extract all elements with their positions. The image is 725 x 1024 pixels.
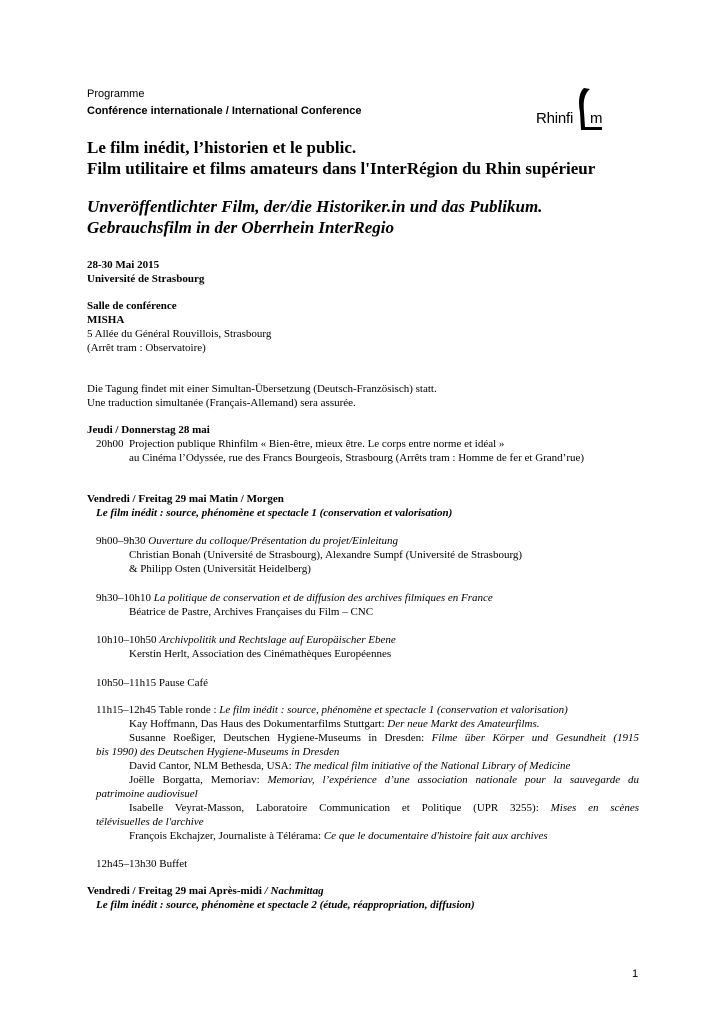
session3-speaker: Kerstin Herlt, Association des Cinémathèques Européennes [129,648,392,660]
afternoon-heading-main: Vendredi / Freitag 29 mai Après-midi [87,885,265,897]
buffet: 12h45–13h30 Buffet [96,858,188,870]
session1-time: 9h00–9h30 [96,535,146,547]
panelist-2-title: Filme über Körper und Gesundheit (1915 [431,732,639,744]
coffee-break: 10h50–11h15 Pause Café [96,677,209,689]
panelist-4-title: Memoriav, l’expérience d’une association nationale pour la sauvegarde du [267,774,639,786]
session3-title: Archivpolitik und Rechtslage auf Europäischer Ebene [159,634,396,646]
logo-text: Rhinfi [536,110,574,127]
panelist-2 [129,732,639,744]
panelist-4-title-cont: patrimoine audiovisuel [96,788,198,800]
panelist-5-name: Isabelle Veyrat-Masson, Laboratoire Communication et Politique (UPR 3255): [129,802,551,814]
room-label: Salle de conférence [87,300,177,312]
day1-heading: Jeudi / Donnerstag 28 mai [87,424,210,436]
translation-fr: Une traduction simultanée (Français-Allemand) sera assurée. [87,397,356,409]
round-table-title: Le film inédit : source, phénomène et spectacle 1 (conservation et valorisation) [219,704,568,716]
panelist-6-title: Ce que le documentaire d'histoire fait aux archives [323,830,548,842]
afternoon-heading-italic: / Nachmittag [264,885,324,897]
session1 [96,535,398,547]
day1-venue: au Cinéma l’Odyssée, rue des Francs Bourgeois, Strasbourg (Arrêts tram : Homme de fer et Grand’rue) [129,452,585,464]
panelist-2-title-cont: bis 1990) des Deutschen Hygiene-Museums in Dresden [96,746,340,758]
afternoon-subtitle: Le film inédit : source, phénomène et spectacle 2 (étude, réappropriation, diffusion) [96,899,475,911]
panelist-3 [129,760,570,772]
event-dates: 28-30 Mai 2015 [87,259,160,271]
day1-event: Projection publique Rhinfilm « Bien-être, mieux être. Le corps entre norme et idéal » [129,438,505,450]
rhinfilm-logo [532,86,612,138]
panelist-4 [129,774,639,786]
panelist-1 [129,718,540,730]
title-de-line1: Unveröffentlichter Film, der/die Historiker.in und das Publikum. [87,197,543,216]
session2 [96,592,493,604]
translation-de: Die Tagung findet mit einer Simultan-Übersetzung (Deutsch-Französisch) statt. [87,383,437,395]
panelist-5-title-cont: télévisuelles de l'archive [96,816,204,828]
conference-label: Conférence internationale / International Conference [87,105,362,117]
round-table [96,704,568,716]
tram-stop: (Arrêt tram : Observatoire) [87,342,206,354]
session1-speakers: Christian Bonah (Université de Strasbourg), Alexandre Sumpf (Université de Strasbourg) [129,549,523,561]
session2-time: 9h30–10h10 [96,592,151,604]
title-fr-line2: Film utilitaire et films amateurs dans l'InterRégion du Rhin supérieur [87,159,596,178]
panelist-1-name: Kay Hoffmann, Das Haus des Dokumentarfilms Stuttgart: [129,718,388,730]
panelist-5 [129,802,639,814]
panelist-5-title: Mises en scènes [550,802,639,814]
panelist-6-name: François Ekchajzer, Journaliste à Télérama: [129,830,324,842]
day1-time: 20h00 [96,438,124,450]
day2-subtitle: Le film inédit : source, phénomène et spectacle 1 (conservation et valorisation) [96,507,453,519]
event-university: Université de Strasbourg [87,273,205,285]
panelist-1-title: Der neue Markt des Amateurfilms. [387,718,540,730]
afternoon-heading [87,885,324,897]
session1-title: Ouverture du colloque/Présentation du projet/Einleitung [148,535,398,547]
round-table-time: 11h15–12h45 Table ronde : [96,704,220,716]
page-number: 1 [632,968,639,980]
panelist-4-name: Joëlle Borgatta, Memoriav: [129,774,268,786]
title-de-line2: Gebrauchsfilm in der Oberrhein InterRegio [87,218,394,237]
room-name: MISHA [87,314,125,326]
session3-time: 10h10–10h50 [96,634,157,646]
address: 5 Allée du Général Rouvillois, Strasbourg [87,328,272,340]
session2-title: La politique de conservation et de diffusion des archives filmiques en France [153,592,493,604]
panelist-2-name: Susanne Roeßiger, Deutschen Hygiene-Museums in Dresden: [129,732,432,744]
logo-text-end: m [590,110,603,127]
panelist-3-title: The medical film initiative of the National Library of Medicine [294,760,571,772]
session2-speaker: Béatrice de Pastre, Archives Françaises du Film – CNC [129,606,374,618]
title-fr-line1: Le film inédit, l’historien et le public. [87,138,357,157]
session1-speakers-cont: & Philipp Osten (Universität Heidelberg) [129,563,311,575]
programme-label: Programme [87,88,145,100]
session3 [96,634,396,646]
day2-heading: Vendredi / Freitag 29 mai Matin / Morgen [87,493,284,505]
panelist-6 [129,830,548,842]
panelist-3-name: David Cantor, NLM Bethesda, USA: [129,760,295,772]
